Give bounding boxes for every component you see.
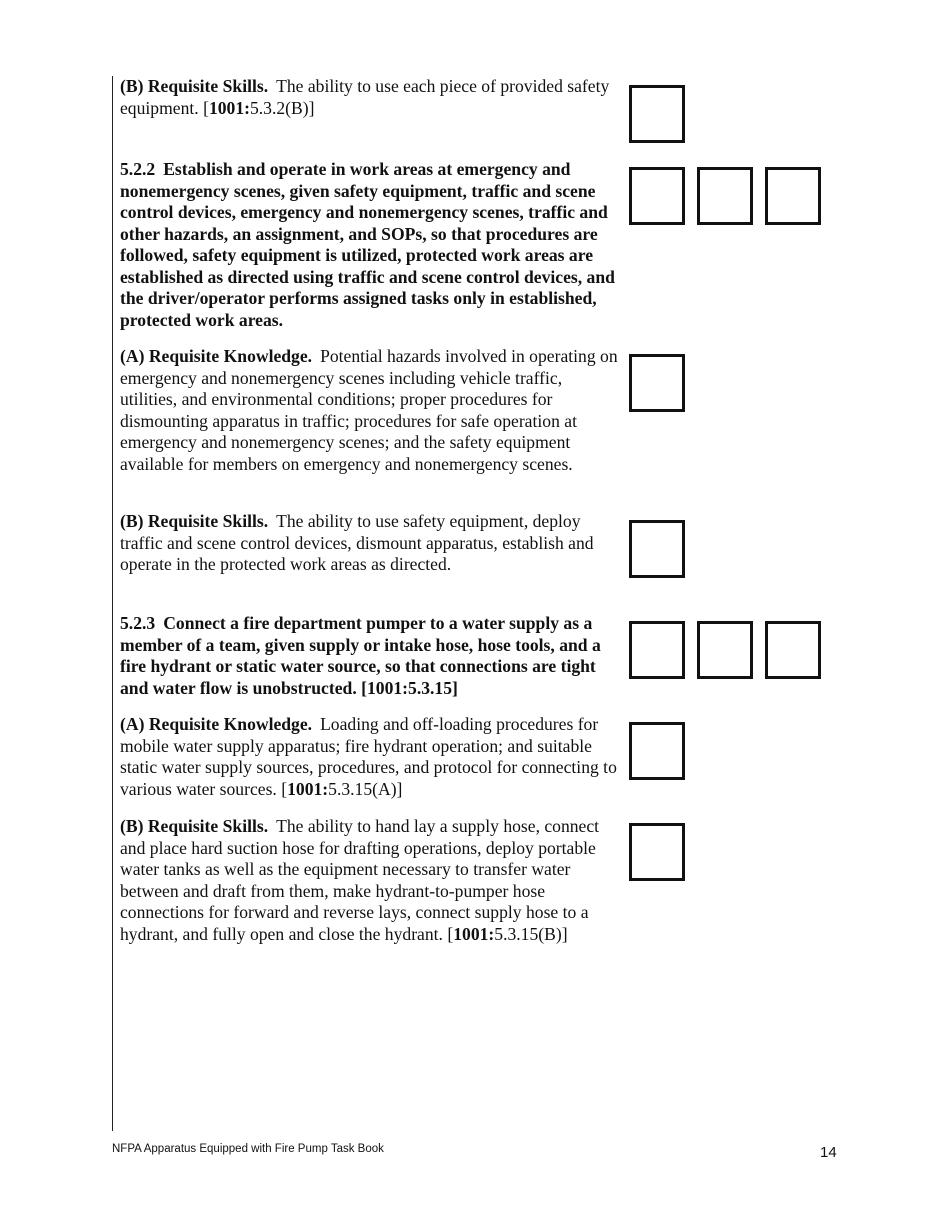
requisite-knowledge-paragraph xyxy=(120,346,620,475)
requisite-skills-text: The ability to hand lay a supply hose, connect and place hard suction hose for drafting operations, deploy portable water tanks as well as the equipment necessary to transfer water between and draft from them, make hydrant-to-pumper hose connections for forward and reverse lays, connect supply hose to a hydrant, and fully open and close the hydrant. [ xyxy=(120,816,600,944)
requisite-skills-text: The ability to use each piece of provided safety equipment. [ xyxy=(120,76,610,118)
requisite-skills-5-2-1-b xyxy=(120,76,620,119)
requisite-knowledge-5-2-3-a xyxy=(120,714,620,800)
requisite-skills-paragraph xyxy=(120,76,620,119)
reference-code: 1001: xyxy=(453,923,495,944)
reference-section: 5.3.2(B)] xyxy=(249,97,315,118)
signoff-checkbox-2[interactable] xyxy=(697,167,753,225)
requisite-skills-label: (B) Requisite Skills. xyxy=(120,511,269,531)
requisite-knowledge-paragraph xyxy=(120,714,620,800)
signoff-checkbox[interactable] xyxy=(629,520,685,578)
signoff-checkbox[interactable] xyxy=(629,823,685,881)
requisite-knowledge-text: Loading and off-loading procedures for mobile water supply apparatus; fire hydrant operation; and suitable static water supply sources, procedures, and protocol for connecting to various water sources. [ xyxy=(120,714,617,799)
reference-section: 5.3.15(A)] xyxy=(328,778,403,799)
reference-code: 1001: xyxy=(287,778,329,799)
requisite-knowledge-5-2-2-a xyxy=(120,346,620,475)
signoff-checkbox[interactable] xyxy=(629,85,685,143)
section-heading xyxy=(120,613,620,699)
signoff-checkbox-3[interactable] xyxy=(765,167,821,225)
page-number: 14 xyxy=(820,1144,837,1161)
signoff-checkbox-3[interactable] xyxy=(765,621,821,679)
signoff-checkbox[interactable] xyxy=(629,354,685,412)
requisite-skills-label: (B) Requisite Skills. xyxy=(120,76,269,96)
requisite-knowledge-label: (A) Requisite Knowledge. xyxy=(120,714,313,734)
requisite-skills-label: (B) Requisite Skills. xyxy=(120,816,269,836)
section-text: Establish and operate in work areas at emergency and nonemergency scenes, given safety equipment, traffic and scene control devices, emergency and nonemergency scenes, traffic and other hazards, an assignment, and SOPs, so that procedures are followed, safety equipment is utilized, protected work areas are established as directed using traffic and scene control devices, and the driver/operator performs assigned tasks only in established, protected work areas. xyxy=(120,159,615,330)
signoff-checkbox-1[interactable] xyxy=(629,167,685,225)
reference-section: 5.3.15(B)] xyxy=(494,923,568,944)
footer-document-title: NFPA Apparatus Equipped with Fire Pump Task Book xyxy=(112,1143,384,1155)
requisite-knowledge-text: Potential hazards involved in operating on emergency and nonemergency scenes including vehicle traffic, utilities, and environmental conditions; proper procedures for dismounting apparatus in traffic; procedures for safe operation at emergency and nonemergency scenes; and the safety equipment available for members on emergency and nonemergency scenes. xyxy=(120,346,618,474)
section-5-2-2 xyxy=(120,159,620,331)
section-5-2-3 xyxy=(120,613,620,699)
reference-code: 1001: xyxy=(208,97,250,118)
section-heading xyxy=(120,159,620,331)
requisite-skills-paragraph xyxy=(120,511,620,576)
requisite-skills-5-2-2-b xyxy=(120,511,620,576)
section-number: 5.2.3 xyxy=(120,613,156,633)
left-margin-rule xyxy=(112,76,113,1131)
requisite-knowledge-label: (A) Requisite Knowledge. xyxy=(120,346,313,366)
section-text: Connect a fire department pumper to a water supply as a member of a team, given supply or intake hose, hose tools, and a fire hydrant or static water source, so that connections are tight and water flow is unobstructed. [1001:5.3.15] xyxy=(120,613,601,698)
signoff-checkbox[interactable] xyxy=(629,722,685,780)
signoff-checkbox-1[interactable] xyxy=(629,621,685,679)
section-number: 5.2.2 xyxy=(120,159,156,179)
requisite-skills-text: The ability to use safety equipment, deploy traffic and scene control devices, dismount apparatus, establish and operate in the protected work areas as directed. xyxy=(120,511,594,574)
signoff-checkbox-2[interactable] xyxy=(697,621,753,679)
requisite-skills-5-2-3-b xyxy=(120,816,620,945)
requisite-skills-paragraph xyxy=(120,816,620,945)
